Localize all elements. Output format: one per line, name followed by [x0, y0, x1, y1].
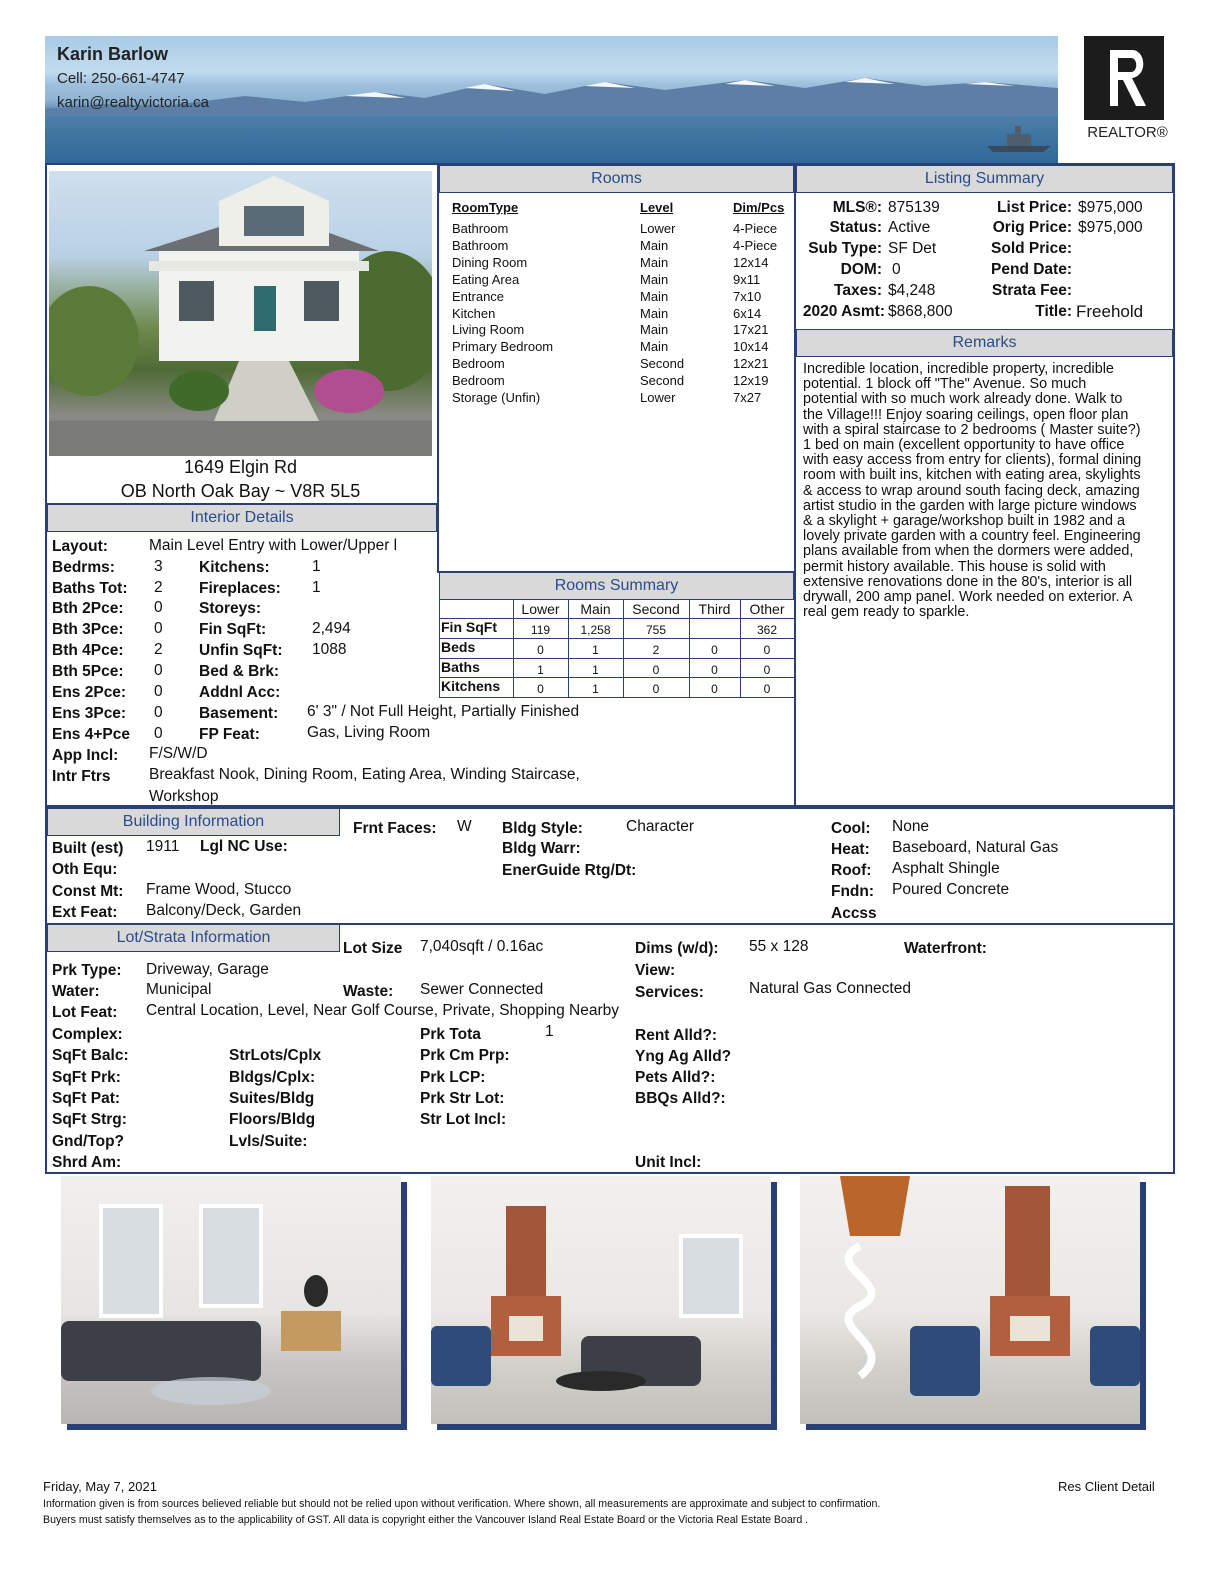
bth3-value: 0 [154, 620, 163, 637]
bth4-value: 2 [154, 641, 163, 658]
bth5-value: 0 [154, 662, 163, 679]
fp-feat-value: Gas, Living Room [307, 724, 431, 741]
bldgs-cplx-label: Bldgs/Cplx: [229, 1069, 316, 1086]
realtor-label: REALTOR® [1087, 124, 1168, 141]
address-street: 1649 Elgin Rd [183, 457, 298, 477]
rooms-cell: 7x27 [733, 390, 762, 405]
taxes-value: $4,248 [888, 282, 936, 299]
interior-photo-1 [61, 1176, 401, 1424]
spiral-staircase-illustration [800, 1176, 1140, 1424]
view-label: View: [635, 962, 676, 979]
layout-value: Main Level Entry with Lower/Upper l [149, 537, 398, 554]
rooms-cell: Second [640, 356, 685, 372]
cool-label: Cool: [831, 820, 871, 837]
interior-header: Interior Details [47, 504, 437, 532]
rooms-cell: 6x14 [733, 305, 762, 321]
baths-value: 2 [154, 579, 163, 596]
unit-incl-label: Unit Incl: [635, 1154, 702, 1171]
ens3-value: 0 [154, 704, 163, 721]
assessment-value: $868,800 [888, 303, 953, 320]
rooms-summary-cell: 362 [756, 623, 778, 637]
taxes-label: Taxes: [834, 282, 882, 299]
list-price-value: $975,000 [1078, 199, 1143, 216]
rooms-summary-cell: 1 [592, 643, 599, 657]
fndn-label: Fndn: [831, 883, 875, 900]
footer-report-name: Res Client Detail [1058, 1479, 1155, 1494]
services-label: Services: [635, 984, 704, 1001]
rooms-cell: Storage (Unfin) [452, 390, 541, 405]
rooms-cell: Dining Room [452, 254, 528, 270]
basement-value: 6' 3" / Not Full Height, Partially Finished [307, 703, 580, 720]
bldg-style-label: Bldg Style: [502, 820, 583, 837]
rooms-summary-cell: 1 [592, 663, 599, 677]
ens2-value: 0 [154, 683, 163, 700]
unfin-sqft-value: 1088 [312, 641, 347, 658]
water-value: Municipal [146, 981, 212, 998]
rooms-cell: Bathroom [452, 237, 509, 253]
sqft-prk-label: SqFt Prk: [52, 1069, 121, 1086]
prk-total-value: 1 [545, 1023, 554, 1040]
rooms-cell: Second [640, 373, 685, 389]
rooms-summary-col-header: Main [580, 601, 611, 617]
rooms-summary-row-label: Fin SqFt [441, 619, 497, 635]
rooms-cell: Main [640, 305, 669, 321]
remarks-text: Incredible location, incredible property, incredible potential. 1 block off "The" Avenue. So much potential with so much work already done. Walk to the Village!!! Enjoy soaring ceilings, open floor plan with a spiral staircase to 2 bedrooms ( Master suite?) 1 bed on main (excellent opportunity to have office with easy access from entry for clients), formal dining room with built ins, kitchen with eating area, skylights & access to wrap around south facing deck, amazing artist studio in the garden with large picture windows & a skylight + garage/workshop built in 1982 and a lovely private garden with a country feel. Engineering plans available from when the dormers were added, permit history available. This house is solid with extensive renovations done in the 80's, interior is all drywall, 200 amp panel. Work needed on exterior. A real gem ready to sparkle. [803, 361, 1142, 621]
rooms-cell: Bedroom [452, 356, 505, 372]
rooms-cell: Main [640, 254, 669, 270]
kitchens-label: Kitchens: [199, 559, 270, 576]
storeys-label: Storeys: [199, 600, 262, 617]
ext-feat-value: Balcony/Deck, Garden [146, 902, 302, 919]
sqft-strg-label: SqFt Strg: [52, 1111, 127, 1128]
fin-sqft-label: Fin SqFt: [199, 621, 267, 638]
rooms-summary-cell: 119 [530, 623, 551, 637]
agent-email[interactable]: karin@realtyvictoria.ca [57, 94, 209, 111]
rooms-cell: Bedroom [452, 373, 505, 389]
pets-alld-label: Pets Alld?: [635, 1069, 716, 1086]
rooms-cell: Living Room [452, 322, 525, 338]
heat-label: Heat: [831, 841, 870, 858]
sold-price-label: Sold Price: [991, 240, 1072, 257]
rooms-cell: Kitchen [452, 305, 496, 321]
bth5-label: Bth 5Pce: [52, 663, 124, 680]
prk-cm-prp-label: Prk Cm Prp: [420, 1047, 510, 1064]
bed-brk-label: Bed & Brk: [199, 663, 280, 680]
heat-value: Baseboard, Natural Gas [892, 839, 1059, 856]
waste-label: Waste: [343, 983, 394, 1000]
orig-price-value: $975,000 [1078, 219, 1143, 236]
rooms-cell: Main [640, 237, 669, 253]
dom-label: DOM: [840, 261, 882, 278]
rooms-summary-col-header: Lower [521, 601, 560, 617]
rooms-summary-col-header: Second [632, 601, 680, 617]
bbqs-alld-label: BBQs Alld?: [635, 1090, 726, 1107]
footer-date: Friday, May 7, 2021 [43, 1479, 157, 1494]
agent-name: Karin Barlow [57, 44, 169, 64]
rooms-cell: 12x14 [733, 254, 769, 270]
subtype-label: Sub Type: [808, 240, 882, 257]
boat-icon [985, 124, 1055, 154]
rooms-col-header: Level [640, 200, 674, 215]
ens4-label: Ens 4+Pce [52, 726, 130, 743]
unfin-sqft-label: Unfin SqFt: [199, 642, 283, 659]
fireplaces-value: 1 [312, 579, 321, 596]
realtor-logo [1080, 36, 1175, 146]
const-value: Frame Wood, Stucco [146, 881, 292, 898]
rooms-summary-cell: 0 [652, 682, 660, 696]
rooms-cell: Lower [640, 390, 676, 405]
rooms-summary-row-label: Beds [441, 639, 476, 655]
rooms-header: Rooms [439, 165, 794, 193]
listing-header: Listing Summary [796, 165, 1173, 193]
house-photo [49, 171, 432, 456]
waste-value: Sewer Connected [420, 981, 544, 998]
baths-label: Baths Tot: [52, 580, 128, 597]
rooms-summary-cell: 0 [763, 682, 771, 696]
shrd-am-label: Shrd Am: [52, 1154, 122, 1171]
oth-equ-label: Oth Equ: [52, 861, 118, 878]
suites-bldg-label: Suites/Bldg [229, 1090, 315, 1107]
rooms-summary-cell: 0 [711, 643, 718, 657]
lot-size-label: Lot Size [343, 940, 403, 957]
rooms-cell: Primary Bedroom [452, 339, 554, 355]
rooms-cell: 9x11 [733, 271, 761, 287]
str-lot-incl-label: Str Lot Incl: [420, 1111, 507, 1128]
living-room-illustration [61, 1176, 401, 1424]
rooms-summary-col-header: Third [698, 601, 731, 617]
services-value: Natural Gas Connected [749, 980, 911, 997]
rooms-summary-row-label: Kitchens [441, 678, 501, 694]
accss-label: Accss [831, 905, 877, 922]
built-value: 1911 [146, 838, 180, 855]
rooms-cell: Main [640, 271, 669, 287]
footer-disclaimer-1: Information given is from sources believed reliable but should not be relied upon without verification. Where shown, all measurements are approximate and subject to confirmation. [43, 1498, 881, 1510]
title-value: Freehold [1076, 302, 1144, 321]
house-illustration [49, 171, 432, 456]
rooms-cell: Main [640, 288, 669, 304]
rooms-summary-row-label: Baths [441, 659, 480, 675]
ens4-value: 0 [154, 725, 163, 742]
lot-header: Lot/Strata Information [47, 924, 340, 952]
rooms-col-header: Dim/Pcs [733, 200, 785, 215]
energuide-label: EnerGuide Rtg/Dt: [502, 862, 637, 879]
gnd-top-label: Gnd/Top? [52, 1133, 125, 1150]
rooms-summary-cell: 755 [645, 623, 667, 637]
rooms-summary-header: Rooms Summary [439, 572, 794, 600]
roof-label: Roof: [831, 862, 872, 879]
prk-type-label: Prk Type: [52, 962, 122, 979]
const-label: Const Mt: [52, 883, 124, 900]
sqft-balc-label: SqFt Balc: [52, 1047, 129, 1064]
subtype-value: SF Det [888, 240, 937, 257]
interior-photo-3 [800, 1176, 1140, 1424]
rooms-summary-col-header: Other [749, 601, 785, 617]
rooms-cell: 12x19 [733, 373, 769, 389]
lot-feat-label: Lot Feat: [52, 1004, 118, 1021]
roof-value: Asphalt Shingle [892, 860, 1000, 877]
rooms-summary-cell: 0 [711, 663, 718, 677]
built-label: Built (est) [52, 840, 124, 857]
waterfront-label: Waterfront: [904, 940, 987, 957]
rooms-summary-cell: 0 [537, 643, 544, 657]
bedrooms-value: 3 [154, 558, 163, 575]
rooms-summary-cell: 0 [537, 682, 544, 696]
layout-label: Layout: [52, 538, 108, 555]
rooms-cell: Lower [640, 221, 676, 236]
rooms-cell: Main [640, 322, 669, 338]
rooms-summary-cell: 1,258 [580, 623, 611, 637]
rooms-cell: 4-Piece [733, 237, 778, 253]
dom-value: 0 [892, 261, 901, 278]
rooms-summary-cell: 0 [711, 682, 718, 696]
agent-cell: Cell: 250-661-4747 [57, 70, 185, 87]
rooms-cell: Bathroom [452, 221, 509, 236]
assessment-label: 2020 Asmt: [802, 303, 885, 320]
bth3-label: Bth 3Pce: [52, 621, 124, 638]
orig-price-label: Orig Price: [992, 219, 1072, 236]
rooms-summary-cell: 0 [763, 663, 771, 677]
rooms-summary-cell: 0 [763, 643, 771, 657]
complex-label: Complex: [52, 1026, 123, 1043]
rooms-cell: Entrance [452, 288, 505, 304]
rooms-cell: 17x21 [733, 322, 769, 338]
footer-disclaimer-2: Buyers must satisfy themselves as to the applicability of GST. All data is copyright either the Vancouver Island Real Estate Board or the Victoria Real Estate Board . [43, 1514, 809, 1526]
header-banner [45, 36, 1058, 163]
app-incl-label: App Incl: [52, 747, 119, 764]
floors-bldg-label: Floors/Bldg [229, 1111, 316, 1128]
fp-feat-label: FP Feat: [199, 726, 260, 743]
lot-feat-value: Central Location, Level, Near Golf Course, Private, Shopping Nearby [146, 1002, 619, 1019]
rooms-cell: 7x10 [733, 288, 762, 304]
list-price-label: List Price: [997, 199, 1072, 216]
intr-ftrs-label: Intr Ftrs [52, 768, 111, 785]
front-faces-value: W [457, 818, 472, 835]
rooms-cell: 10x14 [733, 339, 769, 355]
rooms-summary-cell: 1 [537, 663, 544, 677]
bth4-label: Bth 4Pce: [52, 642, 124, 659]
intr-ftrs-value-2: Workshop [149, 788, 219, 805]
prk-type-value: Driveway, Garage [146, 961, 269, 978]
bedrooms-label: Bedrms: [52, 559, 115, 576]
building-header: Building Information [47, 808, 340, 836]
rooms-cell: Main [640, 339, 669, 355]
rooms-summary-cell: 1 [592, 682, 599, 696]
rooms-summary-cell: 2 [652, 643, 660, 657]
bldg-style-value: Character [626, 818, 695, 835]
lgl-nc-use-label: Lgl NC Use: [200, 838, 288, 855]
front-faces-label: Frnt Faces: [353, 820, 437, 837]
yng-ag-label: Yng Ag Alld? [635, 1048, 732, 1065]
cool-value: None [892, 818, 930, 835]
mls-label: MLS®: [832, 199, 882, 216]
bth2-label: Bth 2Pce: [52, 600, 124, 617]
rooms-cell: Eating Area [452, 271, 520, 287]
title-label: Title: [1035, 303, 1072, 320]
prk-str-lot-label: Prk Str Lot: [420, 1090, 505, 1107]
strlots-label: StrLots/Cplx [229, 1047, 322, 1064]
prk-total-label: Prk Tota [420, 1026, 481, 1043]
intr-ftrs-value: Breakfast Nook, Dining Room, Eating Area, Winding Staircase, [149, 766, 580, 783]
lvls-suite-label: Lvls/Suite: [229, 1133, 308, 1150]
status-value: Active [888, 219, 931, 236]
water-label: Water: [52, 983, 100, 1000]
interior-photo-2 [431, 1176, 771, 1424]
sqft-pat-label: SqFt Pat: [52, 1090, 121, 1107]
fndn-value: Poured Concrete [892, 881, 1010, 898]
lot-size-value: 7,040sqft / 0.16ac [420, 938, 544, 955]
pend-date-label: Pend Date: [991, 261, 1072, 278]
dims-value: 55 x 128 [749, 938, 809, 955]
remarks-header: Remarks [796, 329, 1173, 357]
kitchens-value: 1 [312, 558, 321, 575]
rooms-summary-cell: 0 [652, 663, 660, 677]
mls-value: 875139 [888, 199, 940, 216]
bth2-value: 0 [154, 599, 163, 616]
fireplace-room-illustration [431, 1176, 771, 1424]
prk-lcp-label: Prk LCP: [420, 1069, 486, 1086]
ext-feat-label: Ext Feat: [52, 904, 118, 921]
rooms-col-header: RoomType [452, 200, 519, 215]
addnl-acc-label: Addnl Acc: [199, 684, 281, 701]
rooms-cell: 12x21 [733, 356, 769, 372]
fin-sqft-value: 2,494 [312, 620, 351, 637]
address-area: OB North Oak Bay ~ V8R 5L5 [120, 481, 361, 501]
realtor-r-logo-icon [1084, 36, 1164, 120]
status-label: Status: [829, 219, 882, 236]
strata-fee-label: Strata Fee: [991, 282, 1072, 299]
fireplaces-label: Fireplaces: [199, 580, 281, 597]
app-incl-value: F/S/W/D [149, 745, 208, 762]
rooms-cell: 4-Piece [733, 221, 778, 236]
rent-alld-label: Rent Alld?: [635, 1027, 718, 1044]
dims-label: Dims (w/d): [635, 940, 719, 957]
basement-label: Basement: [199, 705, 279, 722]
ens3-label: Ens 3Pce: [52, 705, 127, 722]
bldg-warr-label: Bldg Warr: [502, 840, 581, 857]
ens2-label: Ens 2Pce: [52, 684, 127, 701]
